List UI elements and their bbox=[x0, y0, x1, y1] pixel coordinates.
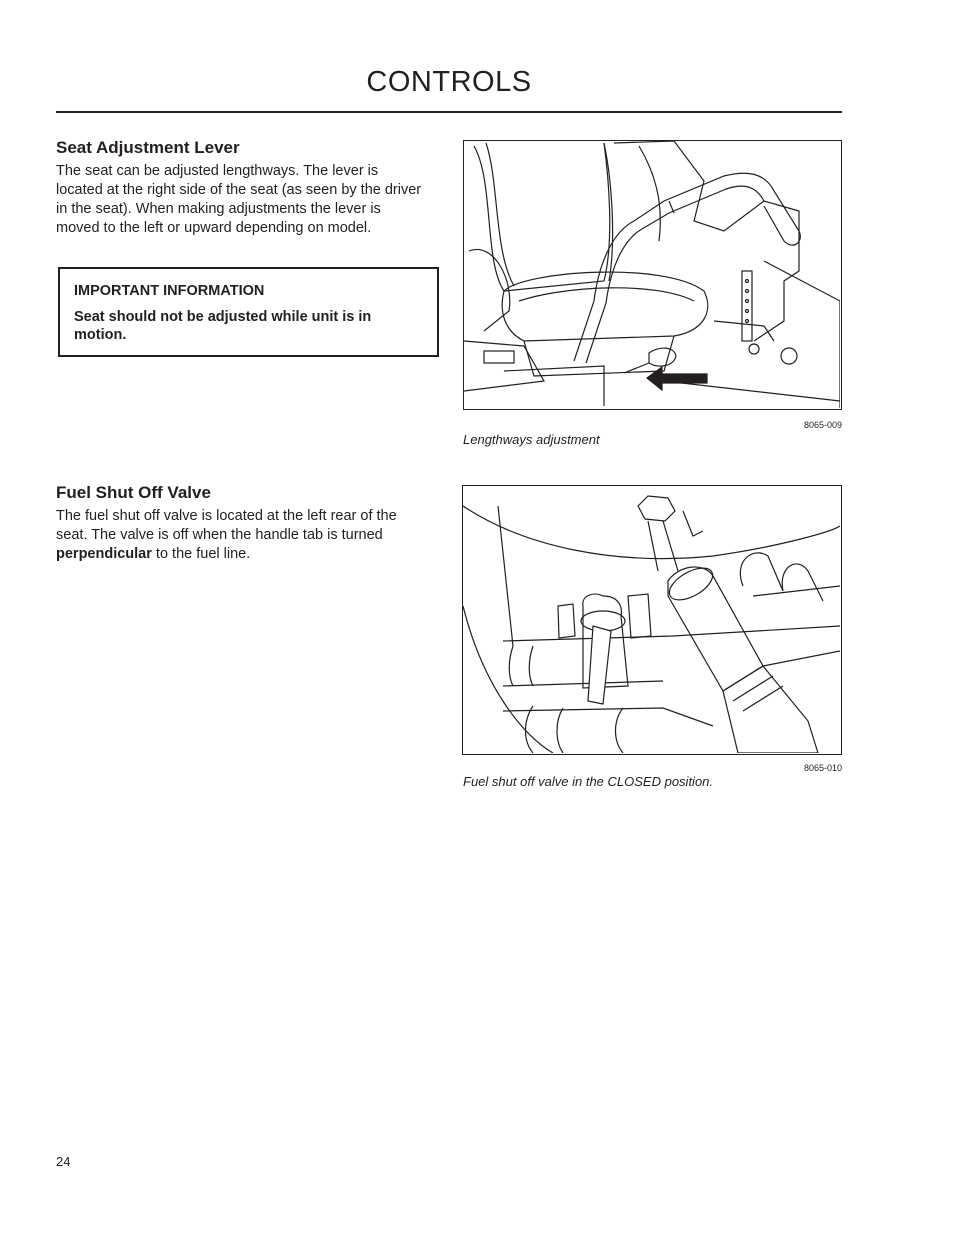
figure-caption-seat: Lengthways adjustment bbox=[463, 432, 600, 447]
figure-code-fuel: 8065-010 bbox=[803, 763, 842, 773]
fuel-valve-text: The fuel shut off valve is located at the left rear of the seat. The valve is off when the handle tab is turned perpendicular to the fuel line. bbox=[56, 508, 397, 562]
page-title: CONTROLS bbox=[366, 66, 532, 98]
fuel-valve-illustration bbox=[462, 485, 842, 755]
notice-text: Seat should not be adjusted while unit is in motion. bbox=[74, 309, 372, 343]
fuel-valve-emphasis: perpendicular bbox=[56, 546, 152, 562]
seat-lever-illustration bbox=[463, 140, 842, 410]
important-information-box bbox=[58, 267, 439, 357]
page-number: 24 bbox=[56, 1154, 71, 1169]
figure-caption-fuel: Fuel shut off valve in the CLOSED position. bbox=[463, 774, 714, 789]
notice-title: IMPORTANT INFORMATION bbox=[74, 283, 265, 299]
seat-adjustment-heading: Seat Adjustment Lever bbox=[56, 138, 240, 157]
seat-adjustment-text: The seat can be adjusted lengthways. The lever is located at the right side of the seat (as seen by the driver in the seat). When making adjustments the lever is moved to the left or upward depending on model. bbox=[56, 163, 422, 236]
figure-code-seat: 8065-009 bbox=[803, 420, 842, 430]
fuel-valve-heading: Fuel Shut Off Valve bbox=[56, 483, 211, 502]
title-rule bbox=[56, 111, 842, 113]
